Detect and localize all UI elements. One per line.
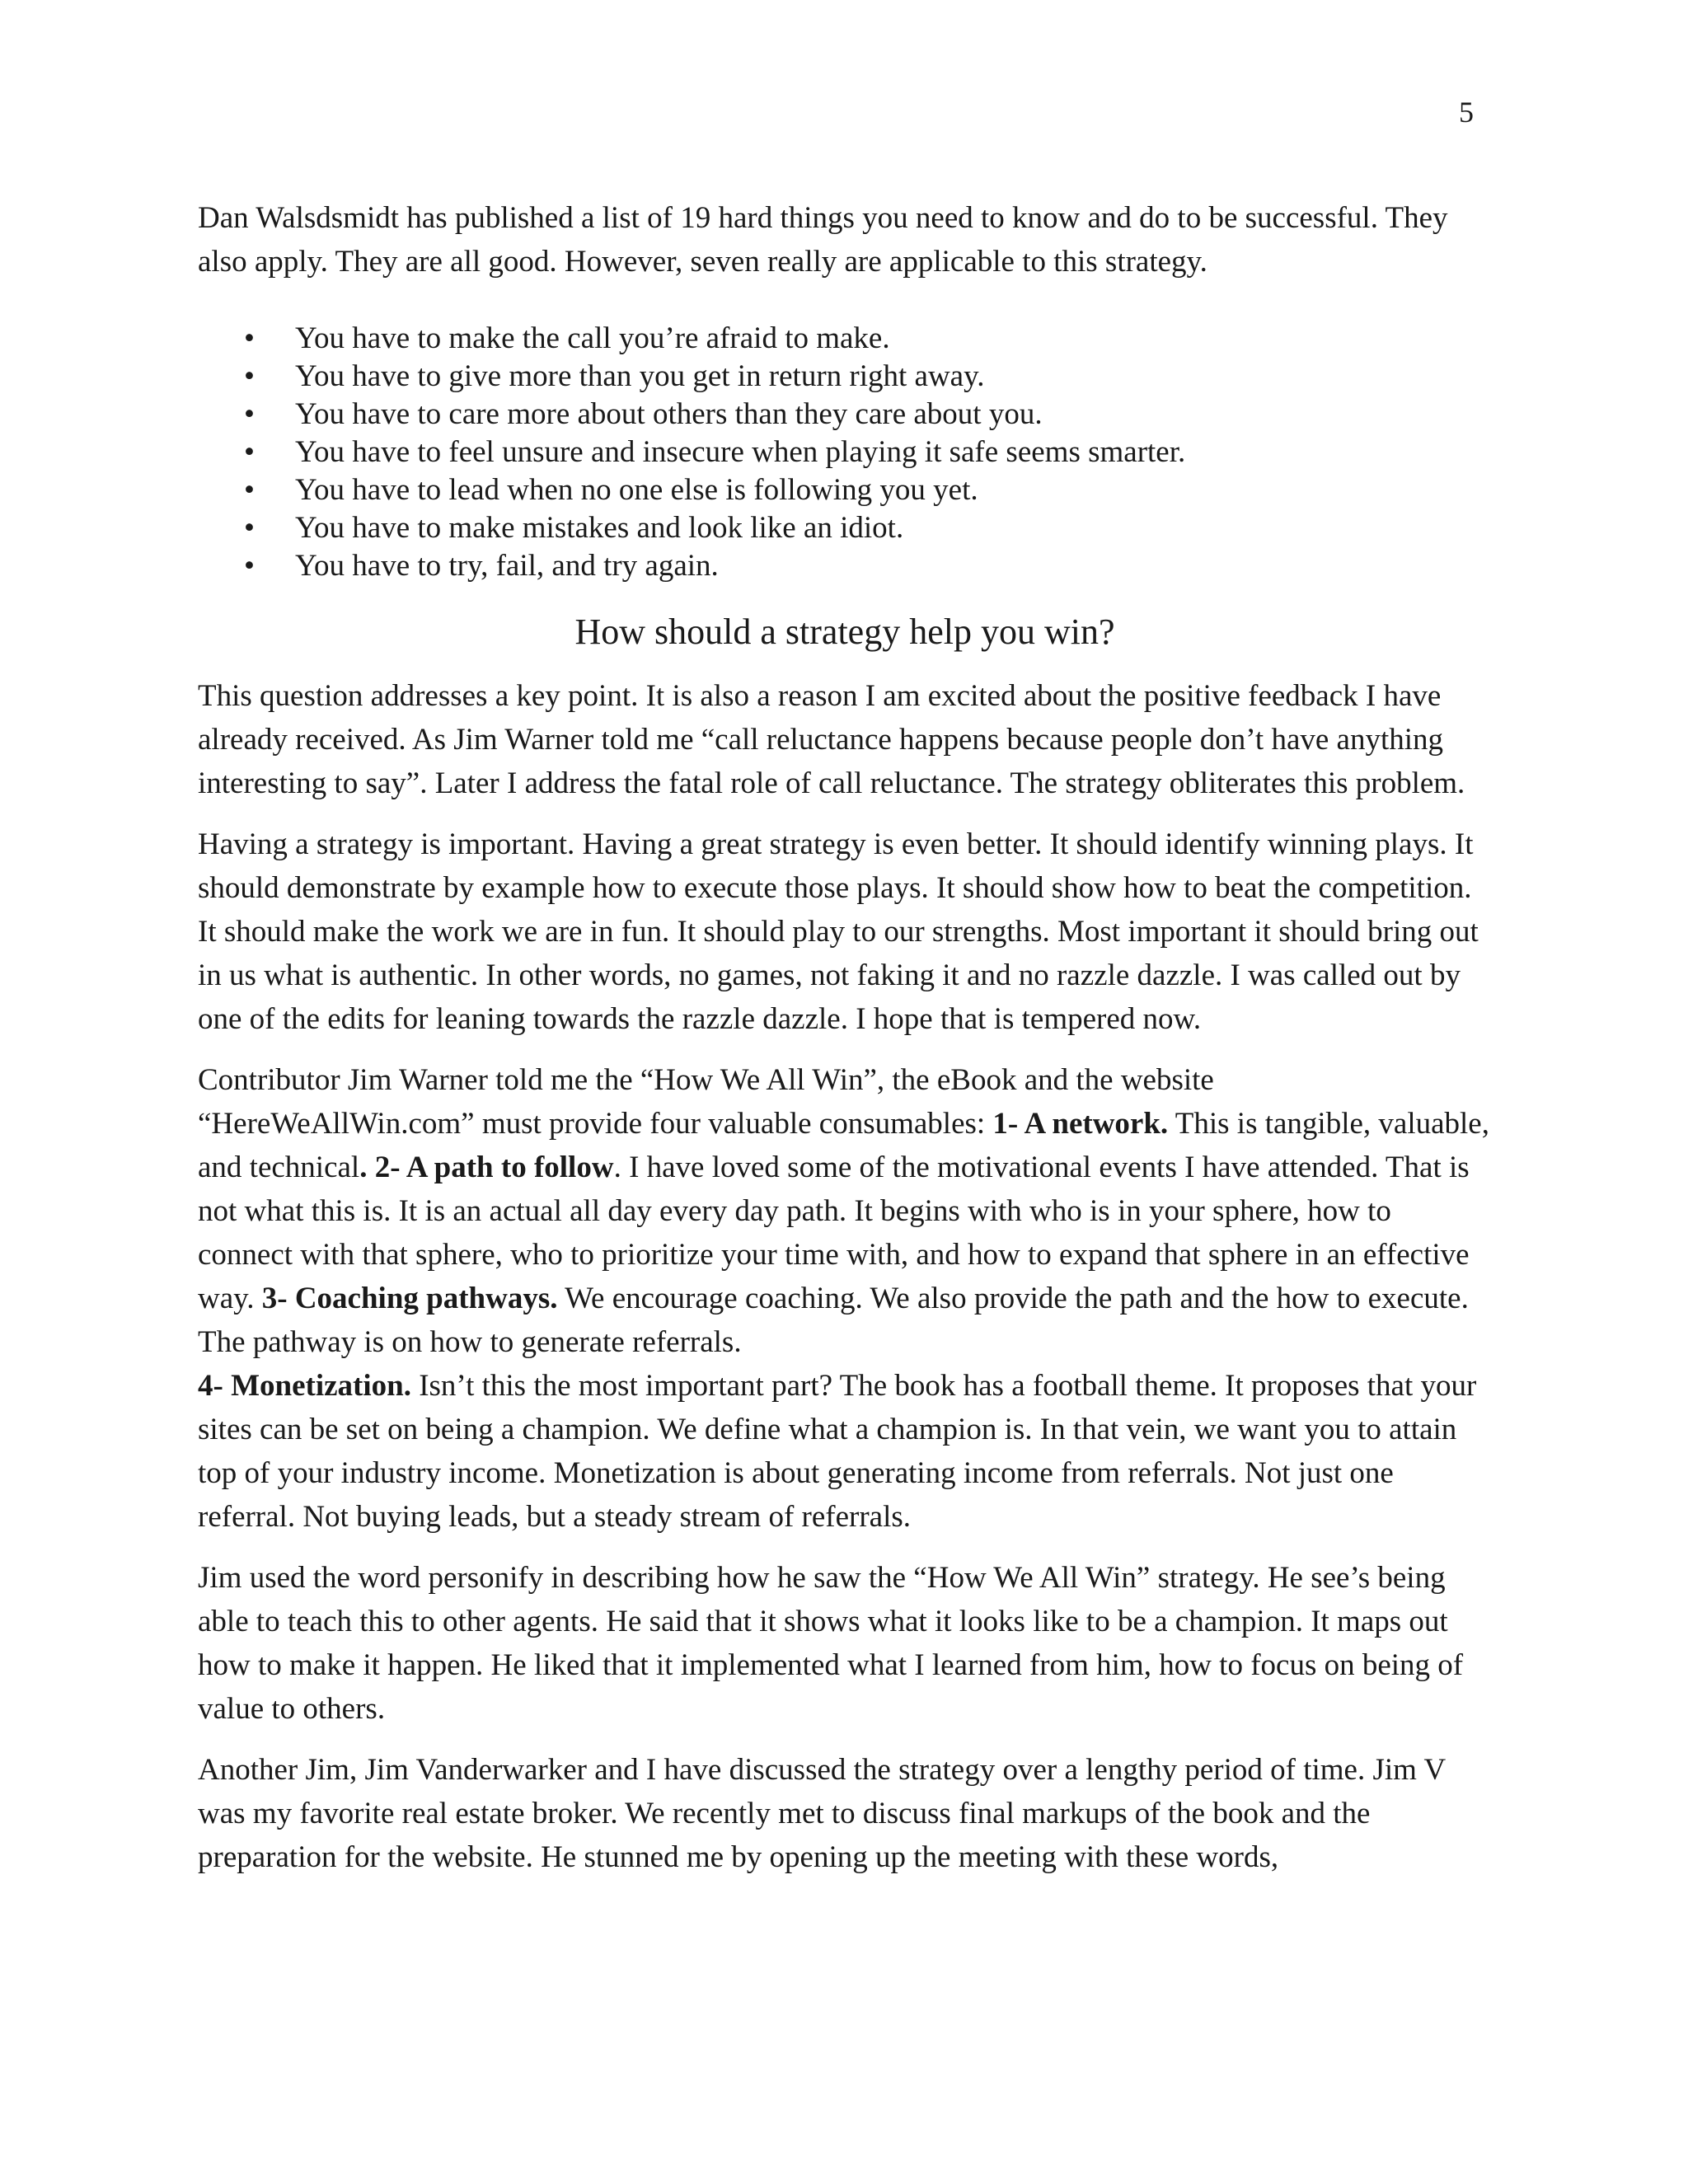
- list-item: • You have to give more than you get in return right away.: [198, 358, 1492, 396]
- list-item: • You have to care more about others than they care about you.: [198, 396, 1492, 434]
- bold-path-to-follow: . 2- A path to follow: [359, 1151, 614, 1184]
- text-run: Contributor Jim Warner told me the “How We All Win”, the eBook and the website “HereWeAllWin.com” must provide four valuable consumables:: [198, 1063, 1214, 1141]
- paragraph-four-consumables: [198, 1058, 1492, 1539]
- list-item: • You have to feel unsure and insecure when playing it safe seems smarter.: [198, 434, 1492, 471]
- text-run: Isn’t this the most important part? The book has a football theme. It proposes that your sites can be set on being a champion. We define what a champion is. In that vein, we want you to attain top of your industry income. Monetization is about generating income from referrals. Not just one referral. Not buying leads, but a steady stream of referrals.: [198, 1369, 1477, 1534]
- paragraph-call-reluctance: This question addresses a key point. It is also a reason I am excited about the positive feedback I have already received. As Jim Warner told me “call reluctance happens because people don’t have anything interesting to say”. Later I address the fatal role of call reluctance. The strategy obliterates this problem.: [198, 679, 1465, 800]
- text-run: This is tangible, valuable, and technical: [198, 1107, 1489, 1184]
- text-run: . I have loved some of the motivational events I have attended. That is not what this is. It is an actual all day every day path. It begins with who is in your sphere, how to connect with that sphere, who to prioritize your time with, and how to expand that sphere in an effective way.: [198, 1151, 1470, 1315]
- paragraph-strategy-importance: Having a strategy is important. Having a great strategy is even better. It should identify winning plays. It should demonstrate by example how to execute those plays. It should show how to beat the competition. It should make the work we are in fun. It should play to our strengths. Most important it should bring out in us what is authentic. In other words, no games, not faking it and no razzle dazzle. I was called out by one of the edits for leaning towards the razzle dazzle. I hope that is tempered now.: [198, 827, 1479, 1036]
- document-body: [198, 196, 1492, 1896]
- paragraph-jim-vanderwarker: Another Jim, Jim Vanderwarker and I have discussed the strategy over a lengthy period of time. Jim V was my favorite real estate broker. We recently met to discuss final markups of the book and the preparation for the website. He stunned me by opening up the meeting with these words,: [198, 1753, 1446, 1874]
- text-run: We encourage coaching. We also provide the path and the how to execute. The pathway is on how to generate referrals.: [198, 1282, 1469, 1359]
- bold-coaching-pathways: 3- Coaching pathways.: [261, 1282, 558, 1315]
- page-number: 5: [1459, 96, 1474, 129]
- section-heading: How should a strategy help you win?: [574, 612, 1115, 652]
- bold-monetization: 4- Monetization.: [198, 1369, 411, 1403]
- list-item: • You have to make mistakes and look like an idiot.: [198, 509, 1492, 547]
- list-item: • You have to make the call you’re afraid to make.: [198, 320, 1492, 358]
- hard-things-list: [198, 320, 1492, 585]
- intro-paragraph: Dan Walsdsmidt has published a list of 19 hard things you need to know and do to be successful. They also apply. They are all good. However, seven really are applicable to this strategy.: [198, 201, 1448, 279]
- list-item: • You have to try, fail, and try again.: [198, 547, 1492, 585]
- paragraph-personify: Jim used the word personify in describing how he saw the “How We All Win” strategy. He see’s being able to teach this to other agents. He said that it shows what it looks like to be a champion. It maps out how to make it happen. He liked that it implemented what I learned from him, how to focus on being of value to others.: [198, 1561, 1464, 1726]
- list-item: • You have to lead when no one else is following you yet.: [198, 471, 1492, 509]
- bold-network: 1- A network.: [992, 1107, 1169, 1141]
